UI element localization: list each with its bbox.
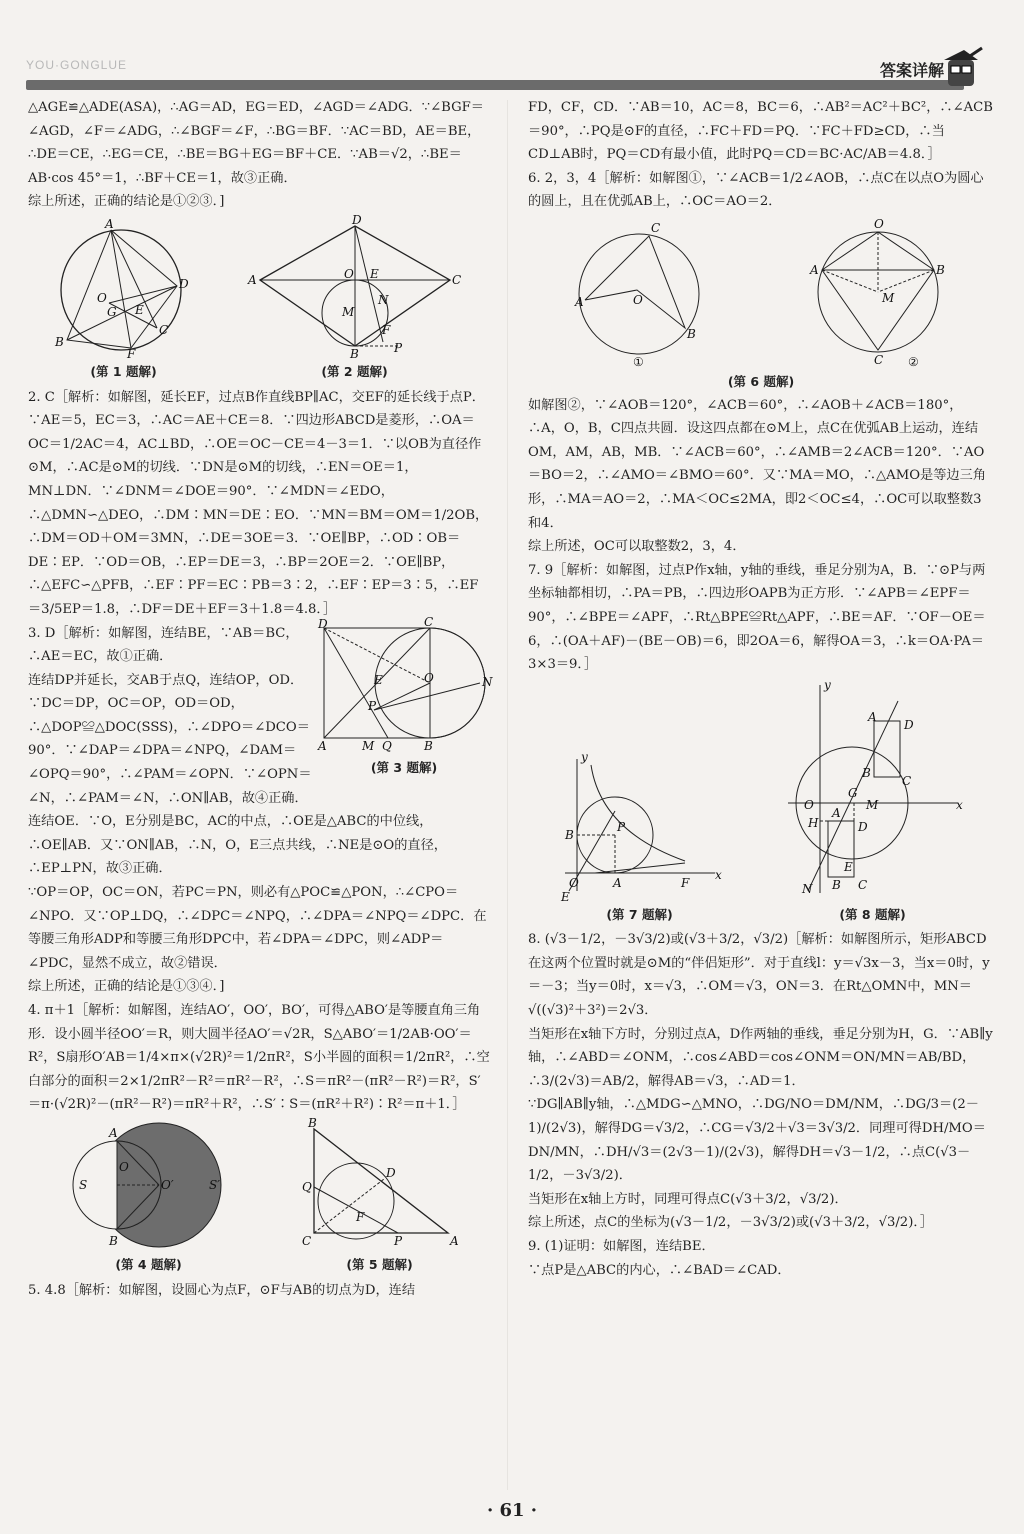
svg-text:O: O bbox=[96, 290, 107, 305]
q9-proof-start: 9. (1)证明：如解图，连结BE． bbox=[528, 1239, 715, 1254]
svg-text:S′: S′ bbox=[208, 1177, 220, 1192]
svg-text:A: A bbox=[108, 1125, 118, 1140]
svg-text:A: A bbox=[612, 875, 622, 890]
svg-text:Q: Q bbox=[301, 1179, 312, 1194]
svg-text:F: F bbox=[680, 875, 689, 890]
svg-text:E: E bbox=[134, 302, 144, 317]
svg-text:O′: O′ bbox=[160, 1177, 174, 1192]
svg-text:D: D bbox=[351, 212, 362, 227]
figure-1 bbox=[49, 218, 199, 384]
svg-text:A: A bbox=[247, 272, 257, 287]
q8-part4: 当矩形在x轴上方时，同理可得点C(√3＋3/2，√3/2)． bbox=[528, 1191, 848, 1207]
svg-text:D: D bbox=[385, 1165, 396, 1180]
svg-text:E: E bbox=[843, 859, 853, 874]
mascot-icon bbox=[940, 46, 984, 92]
svg-text:C: C bbox=[158, 322, 168, 337]
svg-text:C: C bbox=[650, 220, 660, 235]
q7-solution: 7. 9［解析：如解图，过点P作x轴，y轴的垂线，垂足分别为A，B．∵⊙P与两坐标轴都相切，∴PA＝PB，∴四边形OAPB为正方形．∵∠APB＝∠EPF＝90°，∴∠BPE＝∠APF，∴Rt△BPE≌Rt△APF，∴BE＝AF．∵OF－OE＝6，∴(OA＋AF)－(BE－OB)＝6，即2OA＝6，解得OA＝3，∴k＝OA·PA＝3×3＝9．］ bbox=[528, 562, 986, 673]
svg-text:B: B bbox=[564, 827, 574, 842]
svg-text:F: F bbox=[355, 1209, 364, 1224]
figure-5 bbox=[300, 1115, 460, 1277]
svg-text:A: A bbox=[104, 216, 114, 231]
svg-text:M: M bbox=[865, 797, 878, 812]
column-divider bbox=[507, 100, 508, 1490]
q3-part2: 连结DP并延长，交AB于点Q，连结OP，OD．∵DC＝DP，OC＝OP，OD＝OD，∴△DOP≌△DOC(SSS)，∴∠DPO＝∠DCO＝90°．∵∠DAP＝∠DPA＝∠NPQ，∠DAM＝∠OPQ＝90°，∴∠PAM＝∠OPN．∵∠OPN＝∠N，∴∠PAM＝∠N，∴ON∥AB，故④正确． bbox=[28, 672, 312, 806]
svg-text:A: A bbox=[809, 262, 819, 277]
svg-text:N: N bbox=[482, 674, 493, 689]
svg-text:C: C bbox=[857, 877, 867, 892]
figure-2 bbox=[240, 212, 470, 384]
figure-2-caption: (第 2 题解) bbox=[321, 363, 388, 379]
svg-text:O: O bbox=[118, 1159, 129, 1174]
q3-conclusion: 综上所述，正确的结论是①③④．] bbox=[28, 979, 225, 995]
figure-6-label-2: ② bbox=[907, 354, 919, 369]
q6-conclusion: 综上所述，OC可以取整数2，3，4． bbox=[528, 539, 746, 555]
svg-text:x: x bbox=[714, 867, 722, 882]
figure-4 bbox=[59, 1121, 239, 1277]
svg-text:B: B bbox=[861, 765, 871, 780]
svg-text:M: M bbox=[341, 304, 354, 319]
figure-1-caption: (第 1 题解) bbox=[90, 363, 157, 379]
q8-part2: 当矩形在x轴下方时，分别过点A，D作两轴的垂线，垂足分别为H，G．∵AB∥y轴，∴∠ABD＝∠ONM，∴cos∠ABD＝cos∠ONM＝ON/MN＝AB/BD，∴3/(2√3)＝AB/2，解得AB＝√3，∴AD＝1． bbox=[528, 1026, 993, 1089]
figure-8-caption: (第 8 题解) bbox=[839, 906, 906, 922]
svg-text:y: y bbox=[823, 677, 831, 692]
q8-part3: ∵DG∥AB∥y轴，∴△MDG∽△MNO，∴DG/NO＝DM/NM，∴DG/3＝(2－1)/(2√3)，解得DG＝√3/2，∴CG＝√3/2＋√3＝3√3/2．同理可得DH/MO＝DN/MN，∴DH/√3＝(2√3－1)/(2√3)，解得DH＝√3－1/2，∴点C(√3－1/2，－3√3/2)． bbox=[528, 1097, 986, 1184]
page-number: · 61 · bbox=[486, 1500, 538, 1521]
figure-7-caption: (第 7 题解) bbox=[606, 906, 673, 922]
q2-solution: 2. C［解析：如解图，延长EF，过点B作直线BP∥AC，交EF的延长线于点P．∵AE＝5，EC＝3，∴AC＝AE＋CE＝8．∵四边形ABCD是菱形，∴OA＝OC＝1/2AC＝4，AC⊥BD，∴OE＝OC－CE＝4－3＝1．∵以OB为直径作⊙M，∴AC是⊙M的切线．∵DN是⊙M的切线，∴EN＝OE＝1，MN⊥DN．∵∠DNM＝∠DOE＝90°．∵∠MDN＝∠EDO，∴△DMN∽△DEO，∴DM∶MN＝DE∶EO．∵MN＝BM＝OM＝1/2OB，∴DM＝OD＋OM＝3MN，∴DE＝3OE＝3．∵OE∥BP，∴OD∶OB＝DE∶EP．∵OD＝OB，∴EP＝DE＝3，∴BP＝2OE＝2．∵OE∥BP，∴△EFC∽△PFB，∴EF∶PF＝EC∶PB＝3∶2，∴EF∶EP＝3∶5，∴EF＝3/5EP＝1.8，∴DF＝DE＋EF＝3＋1.8＝4.8．］ bbox=[28, 389, 489, 617]
figure-3 bbox=[318, 614, 493, 811]
svg-text:y: y bbox=[580, 749, 588, 764]
figure-5-caption: (第 5 题解) bbox=[346, 1256, 413, 1272]
q9-line2: ∵点P是△ABC的内心，∴∠BAD＝∠CAD． bbox=[528, 1262, 791, 1278]
svg-text:F: F bbox=[126, 346, 135, 361]
figure-8 bbox=[778, 677, 968, 927]
svg-text:A: A bbox=[318, 738, 327, 753]
figure-6-1-diagram bbox=[575, 218, 715, 368]
svg-text:F: F bbox=[381, 322, 390, 337]
figure-2-diagram bbox=[240, 212, 470, 361]
q5-continuation: FD，CF，CD．∵AB＝10，AC＝8，BC＝6，∴AB²＝AC²＋BC²，∴∠ACB＝90°，∴PQ是⊙F的直径，∴FC＋FD＝PQ．∵FC＋FD≥CD，∴当CD⊥AB时，PQ＝CD有最小值，此时PQ＝CD＝BC·AC/AB＝4.8．］ bbox=[528, 100, 993, 163]
svg-text:P: P bbox=[616, 819, 625, 834]
q4-solution: 4. π＋1［解析：如解图，连结AO′，OO′，BO′，可得△ABO′是等腰直角三角形．设小圆半径OO′＝R，则大圆半径AO′＝√2R，S△ABO′＝1/2AB·OO′＝R²，S扇形O′AB＝1/4×π×(√2R)²＝1/2πR²，S小半圆的面积＝1/2πR²，∴空白部分的面积＝2×1/2πR²－R²＝πR²－R²，∴S＝πR²－(πR²－R²)＝R²，S′＝π·(√2R)²－(πR²－R²)＝πR²＋R²，∴S′∶S＝(πR²＋R²)∶R²＝π＋1．］ bbox=[28, 1003, 490, 1113]
svg-text:G: G bbox=[847, 785, 858, 800]
figure-6-2-diagram bbox=[808, 218, 948, 368]
q8-part1: 8. (√3－1/2，－3√3/2)或(√3＋3/2，√3/2)［解析：如解图所示，矩形ABCD在这两个位置时就是⊙M的“伴侣矩形”．对于直线l：y＝√3x－3，当x＝0时，y＝－3；当y＝0时，x＝√3，∴OM＝√3，ON＝3．在Rt△OMN中，MN＝√((√3)²＋3²)＝2√3． bbox=[528, 932, 990, 1019]
q8-conclusion: 综上所述，点C的坐标为(√3－1/2，－3√3/2)或(√3＋3/2，√3/2)．］ bbox=[528, 1215, 934, 1231]
svg-text:B: B bbox=[424, 738, 433, 753]
svg-text:O: O bbox=[568, 875, 579, 890]
header-title: 答案详解 bbox=[879, 61, 944, 80]
q3-part4: ∵OP＝OP，OC＝ON，若PC＝PN，则必有△POC≌△PON，∴∠CPO＝∠NPO．又∵OP⊥DQ，∴∠DPC＝∠NPQ，∴∠DPA＝∠NPQ＝∠DPC．在等腰三角形ADP和等腰三角形DPC中，若∠DPA＝∠DPC，则∠ADP＝∠PDC，显然不成立，故②错误． bbox=[28, 885, 487, 971]
svg-text:M: M bbox=[362, 738, 375, 753]
figure-3-diagram bbox=[318, 614, 493, 754]
svg-text:H: H bbox=[807, 815, 818, 830]
svg-text:B: B bbox=[349, 346, 359, 361]
q1-conclusion: 综上所述，正确的结论是①②③．] bbox=[28, 194, 225, 210]
svg-text:C: C bbox=[424, 614, 434, 629]
svg-text:E: E bbox=[560, 889, 570, 904]
svg-text:B: B bbox=[108, 1233, 118, 1248]
svg-text:B: B bbox=[307, 1115, 317, 1130]
figure-1-diagram bbox=[49, 216, 199, 361]
svg-text:O: O bbox=[873, 216, 884, 231]
svg-text:A: A bbox=[574, 294, 584, 309]
svg-text:E: E bbox=[369, 266, 379, 281]
svg-text:B: B bbox=[831, 877, 841, 892]
figure-7 bbox=[555, 751, 725, 927]
svg-text:E: E bbox=[374, 672, 383, 687]
svg-text:C: C bbox=[901, 773, 911, 788]
figure-8-diagram bbox=[778, 677, 968, 901]
figure-6-2 bbox=[808, 218, 948, 368]
fig-row-6 bbox=[528, 218, 994, 368]
q3-part3: 连结OE．∵O，E分别是BC，AC的中点，∴OE是△ABC的中位线，∴OE∥AB．又∵ON∥AB，∴N，O，E三点共线，∴NE是⊙O的直径，∴EP⊥PN，故③正确． bbox=[28, 814, 447, 877]
svg-text:P: P bbox=[393, 340, 402, 355]
svg-text:C: C bbox=[301, 1233, 311, 1248]
svg-text:A: A bbox=[449, 1233, 459, 1248]
svg-text:N: N bbox=[377, 292, 388, 307]
svg-text:D: D bbox=[318, 616, 328, 631]
svg-text:O: O bbox=[424, 670, 434, 685]
figure-4-caption: (第 4 题解) bbox=[115, 1256, 182, 1272]
header-brand: YOU·GONGLUE bbox=[26, 58, 128, 72]
svg-text:A: A bbox=[867, 709, 877, 724]
svg-text:D: D bbox=[903, 717, 914, 732]
svg-text:x: x bbox=[955, 797, 963, 812]
figure-6-1 bbox=[575, 218, 715, 368]
svg-text:P: P bbox=[368, 698, 377, 713]
fig-row-4-5 bbox=[28, 1115, 490, 1277]
svg-text:S: S bbox=[78, 1177, 87, 1192]
q3-text-top bbox=[28, 622, 318, 811]
figure-7-diagram bbox=[555, 749, 725, 904]
svg-text:N: N bbox=[801, 881, 812, 896]
fig-row-7-8 bbox=[528, 677, 994, 927]
svg-text:D: D bbox=[857, 819, 868, 834]
q5-solution-start: 5. 4.8［解析：如解图，设圆心为点F，⊙F与AB的切点为D，连结 bbox=[28, 1282, 416, 1298]
figure-6-label-1: ① bbox=[632, 354, 644, 369]
svg-text:A: A bbox=[831, 805, 841, 820]
svg-text:C: C bbox=[873, 352, 883, 367]
q6-part1: 6. 2，3，4［解析：如解图①，∵∠ACB＝1/2∠AOB，∴点C在以点O为圆心的圆上，且在优弧AB上，∴OC＝AO＝2． bbox=[528, 170, 984, 210]
svg-text:D: D bbox=[178, 276, 189, 291]
q1-continuation: △AGE≌△ADE(ASA)，∴AG＝AD，EG＝ED，∠AGD＝∠ADG．∵∠BGF＝∠AGD，∠F＝∠ADG，∴∠BGF＝∠F，∴BG＝BF．∵AC＝BD，AE＝BE，∴DE＝CE，∴EG＝CE，∴BE＝BG＋EG＝BF＋CE．∵AB＝√2，∴BE＝AB·cos 45°＝1，∴BF＋CE＝1，故③正确． bbox=[28, 100, 484, 186]
fig-row-1-2 bbox=[28, 212, 490, 384]
figure-6-caption: (第 6 题解) bbox=[727, 373, 795, 389]
svg-text:B: B bbox=[54, 334, 64, 349]
svg-text:O: O bbox=[632, 292, 643, 307]
svg-text:G: G bbox=[106, 304, 117, 319]
q6-part2: 如解图②，∵∠AOB＝120°，∠ACB＝60°，∴∠AOB＋∠ACB＝180°，∴A，O，B，C四点共圆．设这四点都在⊙M上，点C在优弧AB上运动，连结OM，AM，AB，MB．∵∠ACB＝60°，∴∠AMB＝2∠ACB＝120°．∵AO＝BO＝2，∴∠AMO＝∠BMO＝60°．又∵MA＝MO，∴△AMO是等边三角形，∴MA＝AO＝2，∴MA＜OC≤2MA，即2＜OC≤4，∴OC可以取整数3和4． bbox=[528, 397, 986, 531]
svg-text:Q: Q bbox=[382, 738, 392, 753]
q3-part1: 3. D［解析：如解图，连结BE，∵AB＝BC，∴AE＝EC，故①正确． bbox=[28, 625, 299, 665]
header-bar bbox=[26, 80, 964, 90]
svg-text:O: O bbox=[343, 266, 354, 281]
svg-text:C: C bbox=[451, 272, 461, 287]
svg-text:O: O bbox=[803, 797, 814, 812]
svg-text:M: M bbox=[881, 290, 894, 305]
figure-3-caption: (第 3 题解) bbox=[370, 759, 438, 775]
figure-4-diagram bbox=[59, 1121, 239, 1251]
svg-text:B: B bbox=[686, 326, 696, 341]
right-column bbox=[528, 96, 994, 1282]
q3-block bbox=[28, 614, 493, 811]
svg-text:B: B bbox=[935, 262, 945, 277]
figure-5-diagram bbox=[300, 1115, 460, 1251]
left-column bbox=[28, 96, 493, 1302]
svg-text:P: P bbox=[393, 1233, 402, 1248]
